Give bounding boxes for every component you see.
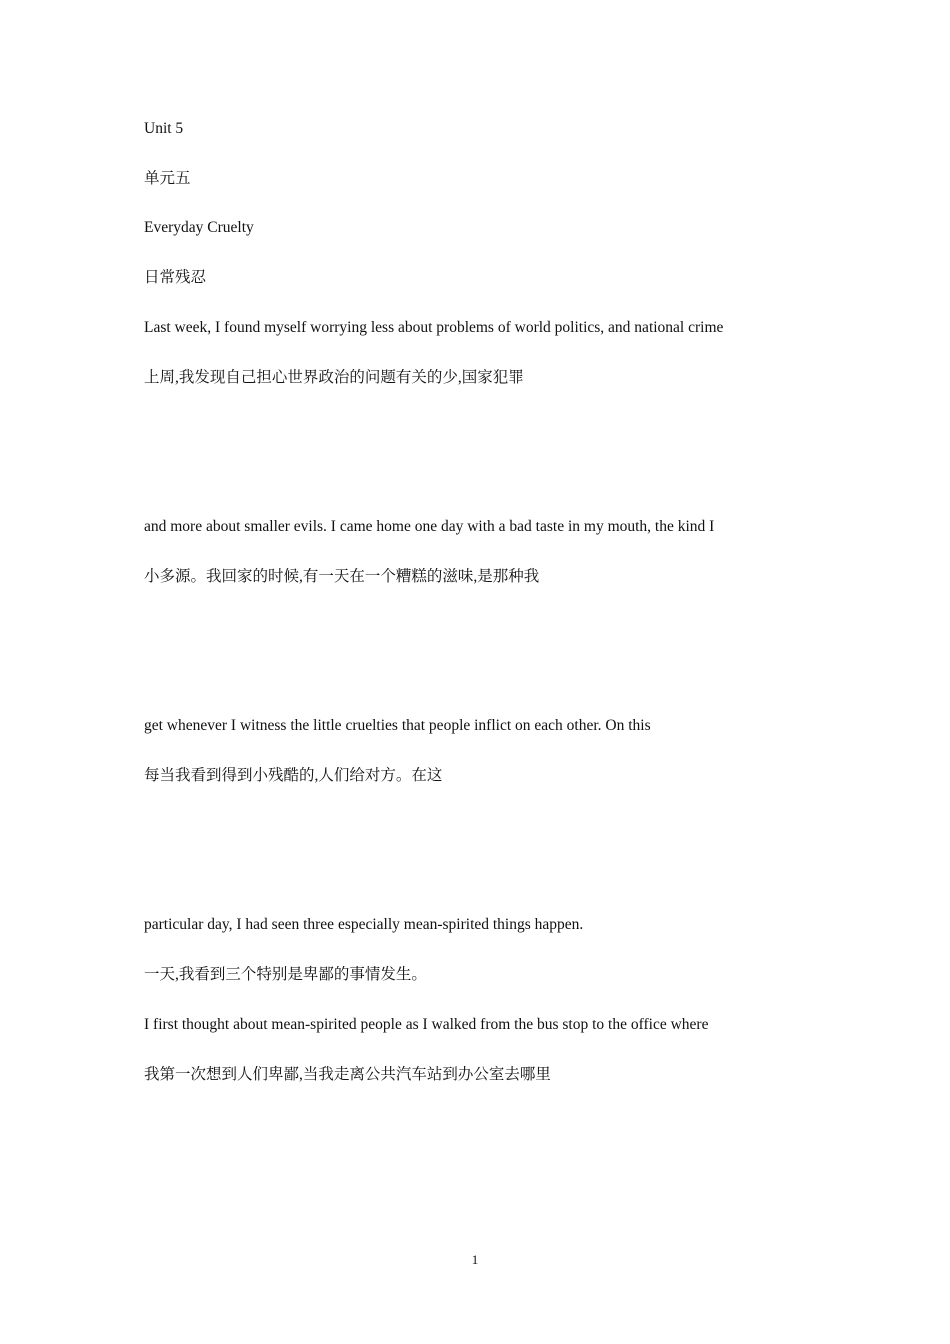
text-line-chinese: 每当我看到得到小残酷的,人们给对方。在这 — [144, 767, 443, 784]
page-number: 1 — [471, 1252, 479, 1267]
lesson-title-translation: 日常残忍 — [144, 269, 207, 286]
text-line-chinese: 一天,我看到三个特别是卑鄙的事情发生。 — [144, 966, 427, 983]
text-line-english: Last week, I found myself worrying less about problems of world politics, and national crime — [144, 319, 724, 336]
unit-heading-translation: 单元五 — [144, 170, 191, 187]
text-line-chinese: 我第一次想到人们卑鄙,当我走离公共汽车站到办公室去哪里 — [144, 1066, 551, 1083]
text-line-english: get whenever I witness the little cruelties that people inflict on each other. On this — [144, 717, 651, 734]
text-line-chinese: 上周,我发现自己担心世界政治的问题有关的少,国家犯罪 — [144, 369, 524, 386]
text-line-english: particular day, I had seen three especially mean-spirited things happen. — [144, 916, 584, 933]
text-line-english: I first thought about mean-spirited people as I walked from the bus stop to the office where — [144, 1016, 709, 1033]
text-line-chinese: 小多源。我回家的时候,有一天在一个糟糕的滋味,是那种我 — [144, 568, 540, 585]
text-line-english: and more about smaller evils. I came home one day with a bad taste in my mouth, the kind I — [144, 518, 715, 535]
lesson-title: Everyday Cruelty — [144, 219, 254, 236]
unit-heading: Unit 5 — [144, 120, 184, 137]
